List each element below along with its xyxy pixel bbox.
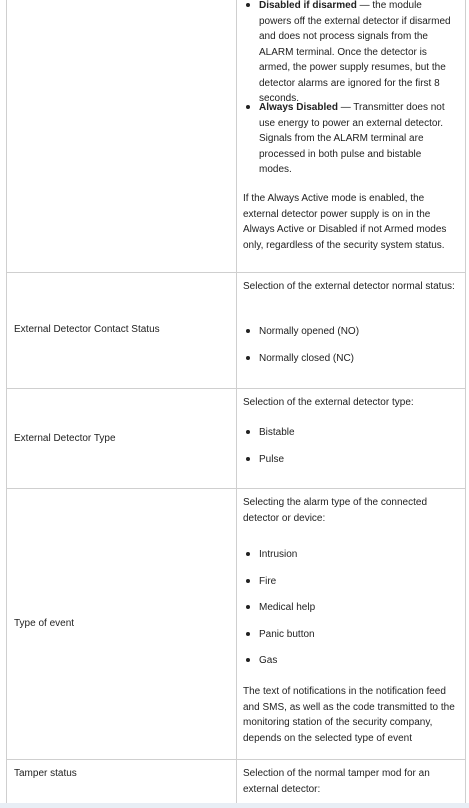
option-name: Always Disabled bbox=[259, 102, 338, 113]
row-description bbox=[243, 766, 455, 797]
list-item bbox=[243, 324, 453, 340]
option-label: Intrusion bbox=[259, 549, 298, 560]
bullet-dot bbox=[246, 457, 250, 461]
table-row-tamper-status bbox=[7, 760, 465, 803]
row-description bbox=[243, 395, 455, 465]
option-label: Fire bbox=[259, 576, 277, 587]
bottom-bar bbox=[0, 803, 469, 808]
list-item bbox=[243, 653, 453, 669]
option-label: Gas bbox=[259, 655, 278, 666]
list-item bbox=[243, 600, 453, 616]
table-row-event-type bbox=[7, 489, 465, 760]
bullet-dot bbox=[246, 552, 250, 556]
option-label: Medical help bbox=[259, 602, 316, 613]
row-intro: Selection of the external detector normal status: bbox=[243, 281, 455, 292]
event-note: The text of notifications in the notification feed and SMS, as well as the code transmitted to the monitoring station of the security company, depends on the selected type of event bbox=[243, 686, 455, 744]
bullet-dot bbox=[246, 579, 250, 583]
bullet-dot bbox=[246, 3, 250, 7]
bullet-dot bbox=[246, 430, 250, 434]
bullet-dot bbox=[246, 632, 250, 636]
row-label: External Detector Contact Status bbox=[14, 324, 160, 335]
table-row-contact-status bbox=[7, 273, 465, 389]
row-label: Type of event bbox=[14, 618, 75, 629]
option-label: Normally opened (NO) bbox=[259, 326, 360, 337]
row-description bbox=[243, 279, 455, 364]
bullet-dot bbox=[246, 105, 250, 109]
table-row-detector-type bbox=[7, 389, 465, 489]
row-description bbox=[243, 495, 455, 744]
bullet-dot bbox=[246, 605, 250, 609]
row-intro: Selection of the normal tamper mod for an external detector: bbox=[243, 768, 430, 795]
row-label: External Detector Type bbox=[14, 433, 116, 444]
option-description: — the module powers off the external detector if disarmed and does not process signals from the ALARM terminal. Once the detector is armed, the power supply resumes, but the detector alarms are ignored for the first 8 seconds. bbox=[259, 0, 451, 104]
bullet-dot bbox=[246, 658, 250, 662]
option-name: Disabled if disarmed bbox=[259, 0, 357, 11]
list-item bbox=[243, 425, 453, 441]
table-row-power-mode bbox=[7, 0, 465, 273]
list-item bbox=[243, 0, 453, 107]
bullet-dot bbox=[246, 356, 250, 360]
list-item bbox=[243, 351, 453, 367]
list-item bbox=[243, 574, 453, 590]
option-label: Panic button bbox=[259, 629, 315, 640]
settings-table bbox=[6, 0, 466, 803]
list-item bbox=[243, 627, 453, 643]
option-description: — Transmitter does not use energy to power an external detector. Signals from the ALARM terminal are processed in both pulse and bistable modes. bbox=[259, 102, 445, 175]
bullet-dot bbox=[246, 329, 250, 333]
option-label: Bistable bbox=[259, 427, 295, 438]
row-label: Tamper status bbox=[14, 768, 77, 779]
list-item bbox=[243, 452, 453, 468]
list-item bbox=[243, 547, 453, 563]
row-intro: Selection of the external detector type: bbox=[243, 397, 414, 408]
mode-note: If the Always Active mode is enabled, the external detector power supply is on in the Always Active or Disabled if not Armed modes only, regardless of the security system status. bbox=[243, 193, 447, 251]
option-label: Normally closed (NC) bbox=[259, 353, 355, 364]
list-item bbox=[243, 100, 453, 178]
option-label: Pulse bbox=[259, 454, 285, 465]
row-intro: Selecting the alarm type of the connected detector or device: bbox=[243, 497, 428, 524]
